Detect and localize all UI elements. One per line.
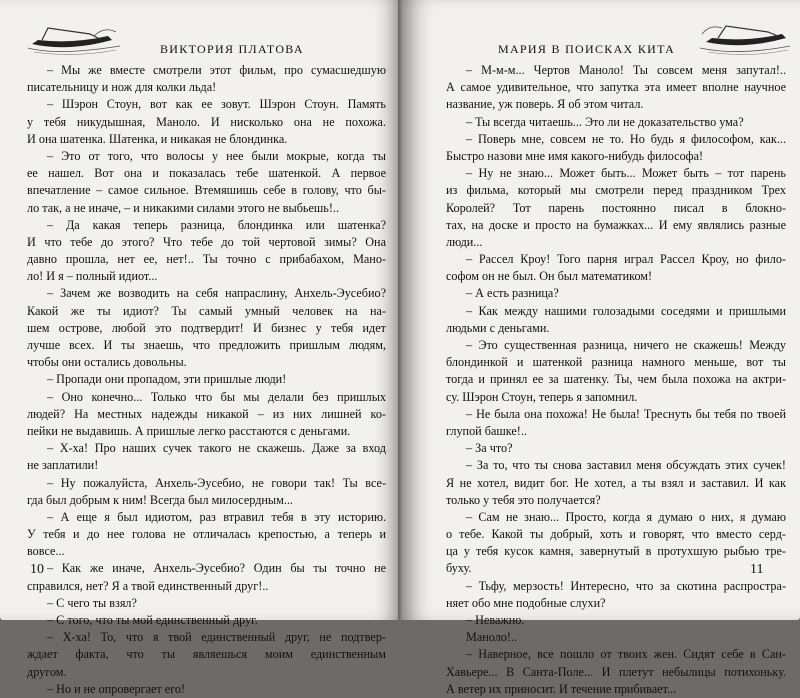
page-number-left: 10 [30,562,44,577]
text-line: – А еще я был идиотом, раз втравил тебя в эту историю. [47,509,386,524]
text-line: название, уж поверь. Я об этом читал. [446,97,644,112]
text-line: тогда и принял ее за шатенку. Ты, чем была похожа на актри- [446,372,786,387]
text-line: люди... [446,234,483,249]
left-page-text [27,62,386,698]
text-line: блондинкой и шатенкой разница намного меньше, вот ты [446,355,786,370]
text-line: шем острове, любой это подтвердит! И бизнес у тебя идет [27,320,386,335]
text-line: – За что? [466,441,513,456]
text-line: – Да какая теперь разница, блондинка или шатенка? [47,217,386,232]
page-number-right: 11 [750,562,764,577]
running-head-author: ВИКТОРИЯ ПЛАТОВА [160,42,304,56]
text-line: Хавьере... В Санта-Поле... И плетут небылицы потихоньку. [446,664,786,679]
text-line: Королей? Тот парень постоянно писал в блокно- [446,200,786,215]
text-line: И она шатенка. Шатенка, и никакая не блондинка. [27,131,288,146]
text-line: – За то, что ты снова заставил меня обсуждать этих сучек! [466,458,786,473]
text-line: Я не хотел, видит бог. Не хотел, а ты взял и заставил. И как [446,475,786,490]
text-line: – Оно конечно... Только что бы мы делали без пришлых [47,389,386,404]
text-line: – Зачем же возводить на себя напраслину, Анхель-Эусебио? [47,286,386,301]
text-line: – Мы же вместе смотрели этот фильм, про сумасшедшую [47,63,386,77]
text-line: пейки не выдавишь. А пришлые легко расстаются с деньгами. [27,423,351,438]
text-line: Маноло!.. [466,630,518,645]
boat-vignette-icon [28,22,120,56]
text-line: – Неважно. [466,613,525,627]
text-line: Быстро назови мне имя какого-нибудь философа! [446,148,704,163]
text-line: – Шэрон Стоун, вот как ее зовут. Шэрон Стоун. Память [47,97,386,112]
text-line: – Не была она похожа! Не была! Треснуть бы тебя по твоей [466,406,786,421]
text-line: у тебя никудышная, Маноло. И нисколько она не похожа. [27,114,386,129]
text-line: А ветер их приносит. И течение прибивает... [446,681,677,696]
text-line: лучше всех. И ты знаешь, что предложить пришлым людям, [27,338,386,352]
text-line: ло! И я – полный идиот... [27,269,158,284]
text-line: – Х-ха! Про наших сучек такого не скажешь. Даже за вход [47,441,386,456]
text-line: только у тебя это получается? [446,492,601,507]
text-line: – Х-ха! То, что я твой единственный друг, не подтвер- [47,630,386,645]
text-line: – Сам не знаю... Просто, когда я думаю о них, я думаю [466,509,786,524]
text-line: – Рассел Кроу! Того парня играл Рассел Кроу, но фило- [466,252,786,267]
text-line: А самое удивительное, что запутка эта имеет вполне научное [446,80,786,95]
text-line: – Ну не знаю... Может быть... Может быть – тот парень [466,166,786,181]
text-line: тах, на доске и просто на бумажках... И ему являлись разные [446,217,786,232]
text-line: вовсе... [27,544,65,559]
text-line: людей? На местных надежды никакой – из них лишней ко- [27,406,386,421]
left-page [0,0,400,696]
text-line: справился, нет? Я а твой единственный друг!.. [27,578,269,593]
text-line: впечатление – самое сильное. Втемяшишь себе в голову, что бы- [27,183,386,198]
text-line: су. Шэрон Стоун, теперь я запомнил. [446,389,638,404]
text-line: няет обо мне подобные слухи? [446,595,606,610]
text-line: – Ну пожалуйста, Анхель-Эусебио, не говори так! Ты все- [47,475,386,490]
text-line: чтобы они остались довольны. [27,355,187,370]
right-page [402,0,800,696]
text-line: буху. [446,561,472,576]
text-line: – С того, что ты мой единственный друг. [47,613,258,627]
text-line: – М-м-м... Чертов Маноло! Ты совсем меня запутал!.. [466,63,786,77]
text-line: – Но и не опровергает его! [47,681,186,696]
text-line: – С чего ты взял? [47,595,137,610]
text-line: – Тьфу, мерзость! Интересно, что за скотина распростра- [466,578,786,593]
text-line: давно прошла, нет ее, нет!.. Ты точно с прибабахом, Мано- [27,252,386,267]
text-line: – Как между нашими голозадыми соседями и пришлыми [466,303,786,318]
text-line: – Наверное, все пошло от твоих жен. Сидят себе в Сан- [466,647,786,662]
text-line: писательницу и нож для колки льда! [27,80,217,95]
text-line: И что тебе до этого? Что тебе до той чертовой зимы? Она [27,234,386,249]
text-line: не заплатили! [27,458,99,473]
text-line: другом. [27,664,67,679]
right-page-text [446,62,786,698]
text-line: ее нашел. Вот она и показалась тебе шатенкой. А первое [27,166,386,181]
text-line: ло так, а не иначе, – и никакими силами этого не выбьешь!.. [27,200,339,215]
text-line: – Это существенная разница, ничего не скажешь! Между [466,338,786,352]
text-line: – Ты всегда читаешь... Это ли не доказательство ума? [466,114,744,129]
text-line: гда был добрым к ним! Всегда был милосердным... [27,492,293,507]
text-line: – Как же иначе, Анхель-Эусебио? Один бы ты точно не [47,561,386,576]
text-line: софом он не был. Он был математиком! [446,269,653,284]
text-line: У тебя и до нее голова не отличалась крепостью, а теперь и [27,527,386,542]
text-line: ца у тебя кусок камня, завернутый в протухшую рыбью тре- [446,544,786,559]
text-line: о тебе. Какой ты добрый, хоть и говорят, что вместо серд- [446,527,786,542]
boat-vignette-icon [698,22,790,56]
text-line: Какой же ты идиот? Ты самый умный человек на на- [27,303,386,318]
text-line: – Пропади они пропадом, эти пришлые люди! [47,372,287,387]
text-line: – Поверь мне, совсем не то. Но будь я философом, как... [466,131,786,146]
running-head-title: МАРИЯ В ПОИСКАХ КИТА [498,42,676,56]
text-line: людьми с деньгами. [446,320,550,335]
text-line: – Это от того, что волосы у нее были мокрые, когда ты [47,148,386,163]
text-line: – А есть разница? [466,286,559,301]
text-line: ждает факта, что ты являешься моим единственным [27,647,386,662]
text-line: из фильма, который мы смотрели перед праздником Трех [446,183,786,198]
text-line: глупой башке!.. [446,423,527,438]
